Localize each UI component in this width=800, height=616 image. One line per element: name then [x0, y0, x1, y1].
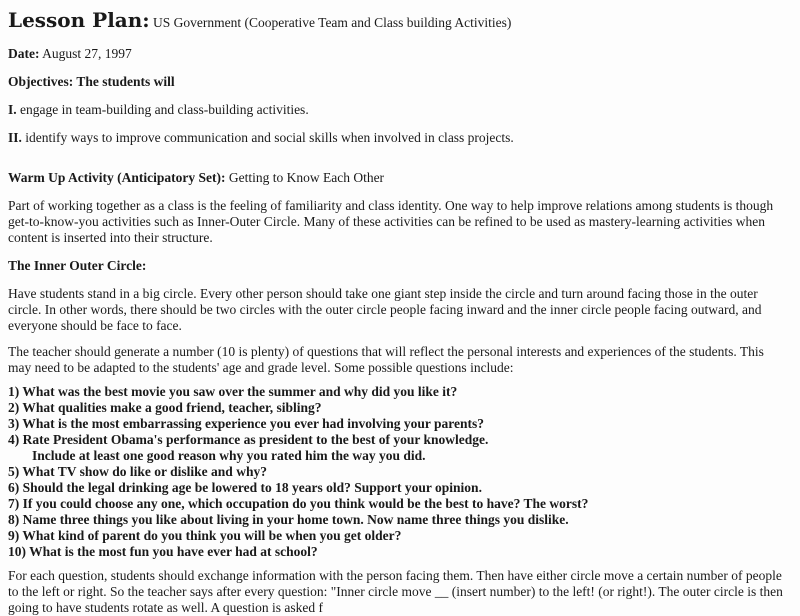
- question-line-6: 6) Should the legal drinking age be lowered to 18 years old? Support your opinion.: [8, 480, 482, 495]
- objective-item-2: [8, 130, 790, 146]
- date-value: August 27, 1997: [42, 46, 132, 61]
- warmup-value: Getting to Know Each Other: [228, 170, 385, 185]
- lesson-plan-document: [8, 8, 790, 616]
- lesson-title: [8, 8, 790, 35]
- objective-item-1: [8, 102, 790, 118]
- intro-paragraph: Part of working together as a class is the feeling of familiarity and class identity. One way to help improve relations among students is though get-to-know-you activities such as Inner-Outer Circle. Many of these activities can be refined to be used as mastery-learning activities when content is inserted into their structure.: [8, 198, 774, 245]
- lesson-title-label: Lesson Plan:: [8, 8, 150, 32]
- objectives-heading: Objectives: The students will: [8, 74, 175, 89]
- objective-numeral-1: I.: [8, 102, 17, 117]
- question-line-7: 7) If you could choose any one, which occupation do you think would be the best to have? The worst?: [8, 496, 589, 511]
- questions-list: [8, 384, 790, 560]
- question-line-2: 2) What qualities make a good friend, teacher, sibling?: [8, 400, 322, 415]
- objective-numeral-2: II.: [8, 130, 22, 145]
- lesson-title-subject: US Government (Cooperative Team and Class building Activities): [153, 15, 512, 30]
- objective-text-1: engage in team-building and class-building activities.: [20, 102, 309, 117]
- question-line-9: 9) What kind of parent do you think you will be when you get older?: [8, 528, 402, 543]
- warmup-label: Warm Up Activity (Anticipatory Set):: [8, 170, 226, 185]
- setup-paragraph: Have students stand in a big circle. Every other person should take one giant step inside the circle and turn around facing those in the outer circle. In other words, there should be two circles with the outer circle people facing inward and the inner circle people facing outward, and everyone should be face to face.: [8, 286, 762, 333]
- inner-outer-heading: The Inner Outer Circle:: [8, 258, 147, 273]
- question-line-10: 10) What is the most fun you have ever had at school?: [8, 544, 318, 559]
- objective-text-2: identify ways to improve communication and social skills when involved in class projects.: [25, 130, 514, 145]
- date-line: [8, 46, 790, 62]
- question-line-4: 4) Rate President Obama's performance as president to the best of your knowledge.: [8, 432, 489, 447]
- question-line-5: 5) What TV show do like or dislike and why?: [8, 464, 267, 479]
- question-line-1: 1) What was the best movie you saw over the summer and why did you like it?: [8, 384, 458, 399]
- question-line-3: 3) What is the most embarrassing experience you ever had involving your parents?: [8, 416, 485, 431]
- questions-intro-paragraph: The teacher should generate a number (10 is plenty) of questions that will reflect the personal interests and experiences of the students. This may need to be adapted to the students' age and grade level. Some possible questions include:: [8, 344, 764, 375]
- warmup-heading: [8, 170, 790, 186]
- question-line-4-continuation: Include at least one good reason why you rated him the way you did.: [32, 448, 426, 463]
- question-line-8: 8) Name three things you like about living in your home town. Now name three things you dislike.: [8, 512, 569, 527]
- date-label: Date:: [8, 46, 40, 61]
- closing-paragraph: For each question, students should exchange information with the person facing them. Then have either circle move a certain number of people to the left or right. So the teacher says after every question: "Inner circle move __ (insert number) to the left! (or right!). The outer circle is then going to have students rotate as well. A question is asked f: [8, 568, 783, 615]
